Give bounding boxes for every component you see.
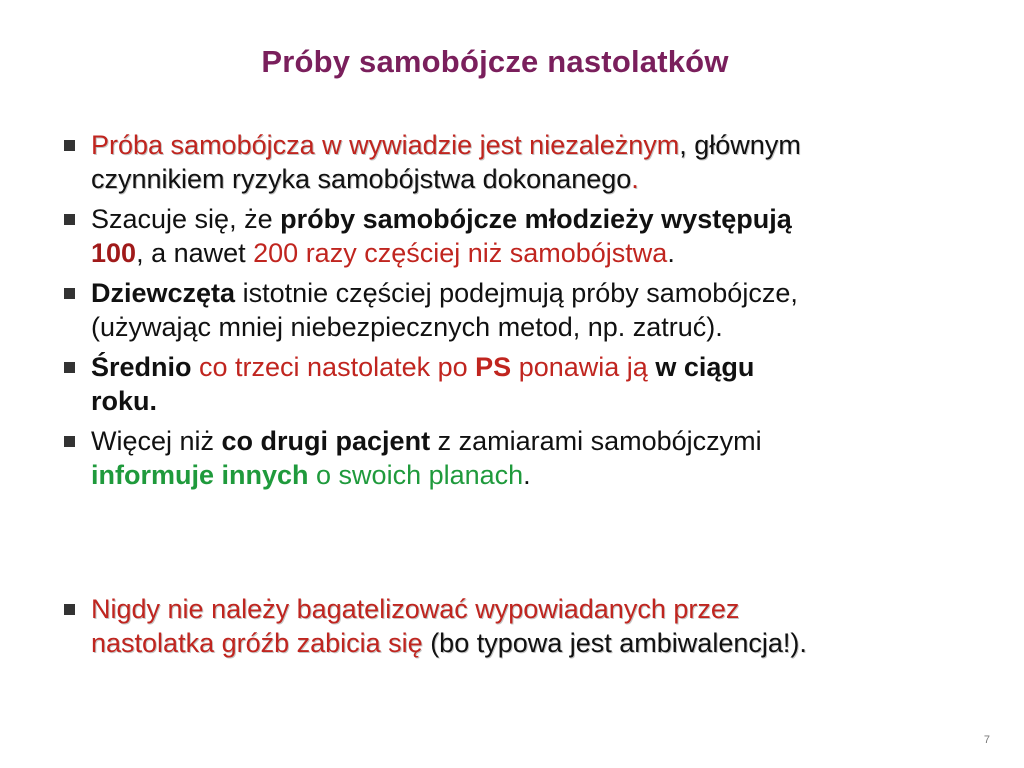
bullet-item-6	[62, 592, 962, 660]
square-bullet-icon	[64, 140, 75, 151]
bullet-1-text-4: .	[631, 164, 639, 194]
bullet-5-text-3: z zamiarami samobójczymi	[430, 426, 762, 456]
emphasis-bullet-list	[62, 592, 962, 666]
page-number: 7	[983, 734, 990, 746]
bullet-2-text-6: .	[667, 238, 675, 268]
bullet-5-text-2: co drugi pacjent	[221, 426, 431, 456]
bullet-list	[62, 128, 962, 498]
bullet-4-text-3: PS	[475, 352, 512, 382]
bullet-1-text-2: , głównym	[679, 130, 801, 160]
bullet-4-text-6: roku.	[91, 386, 158, 416]
bullet-2-text-3: 100	[91, 238, 137, 268]
bullet-5-text-1: Więcej niż	[91, 426, 222, 456]
square-bullet-icon	[64, 288, 75, 299]
bullet-item-4	[62, 350, 962, 418]
bullet-3-text-1: Dziewczęta	[91, 278, 236, 308]
bullet-2-text-1: Szacuje się, że	[91, 204, 281, 234]
bullet-item-1	[62, 128, 962, 196]
bullet-4-text-2: co trzeci nastolatek po	[191, 352, 476, 382]
bullet-item-2	[62, 202, 962, 270]
bullet-1-text-3: czynnikiem ryzyka samobójstwa dokonanego	[91, 164, 632, 194]
slide-title: Próby samobójcze nastolatków	[261, 44, 729, 79]
bullet-3-text-2: istotnie częściej podejmują próby samobójcze,	[235, 278, 798, 308]
square-bullet-icon	[64, 362, 75, 373]
bullet-6-text-2: nastolatka gróźb zabicia się	[91, 628, 423, 658]
bullet-2-text-2: próby samobójcze młodzieży występują	[280, 204, 792, 234]
square-bullet-icon	[64, 604, 75, 615]
bullet-item-3	[62, 276, 962, 344]
bullet-2-text-5: 200 razy częściej niż samobójstwa	[253, 238, 668, 268]
square-bullet-icon	[64, 214, 75, 225]
square-bullet-icon	[64, 436, 75, 447]
bullet-2-text-4: , a nawet	[136, 238, 254, 268]
bullet-5-text-5: o swoich planach	[308, 460, 524, 490]
bullet-1-text-1: Próba samobójcza w wywiadzie jest niezależnym	[91, 130, 680, 160]
bullet-4-text-1: Średnio	[91, 352, 192, 382]
bullet-3-text-3: (używając mniej niebezpiecznych metod, np. zatruć).	[91, 312, 723, 342]
bullet-5-text-4: informuje innych	[91, 460, 309, 490]
bullet-6-text-3: (bo typowa jest ambiwalencja!).	[422, 628, 807, 658]
bullet-4-text-4: ponawia ją	[511, 352, 648, 382]
bullet-4-text-5: w ciągu	[647, 352, 755, 382]
bullet-6-text-1: Nigdy nie należy bagatelizować wypowiadanych przez	[91, 594, 740, 624]
bullet-5-text-6: .	[523, 460, 531, 490]
bullet-item-5	[62, 424, 962, 492]
